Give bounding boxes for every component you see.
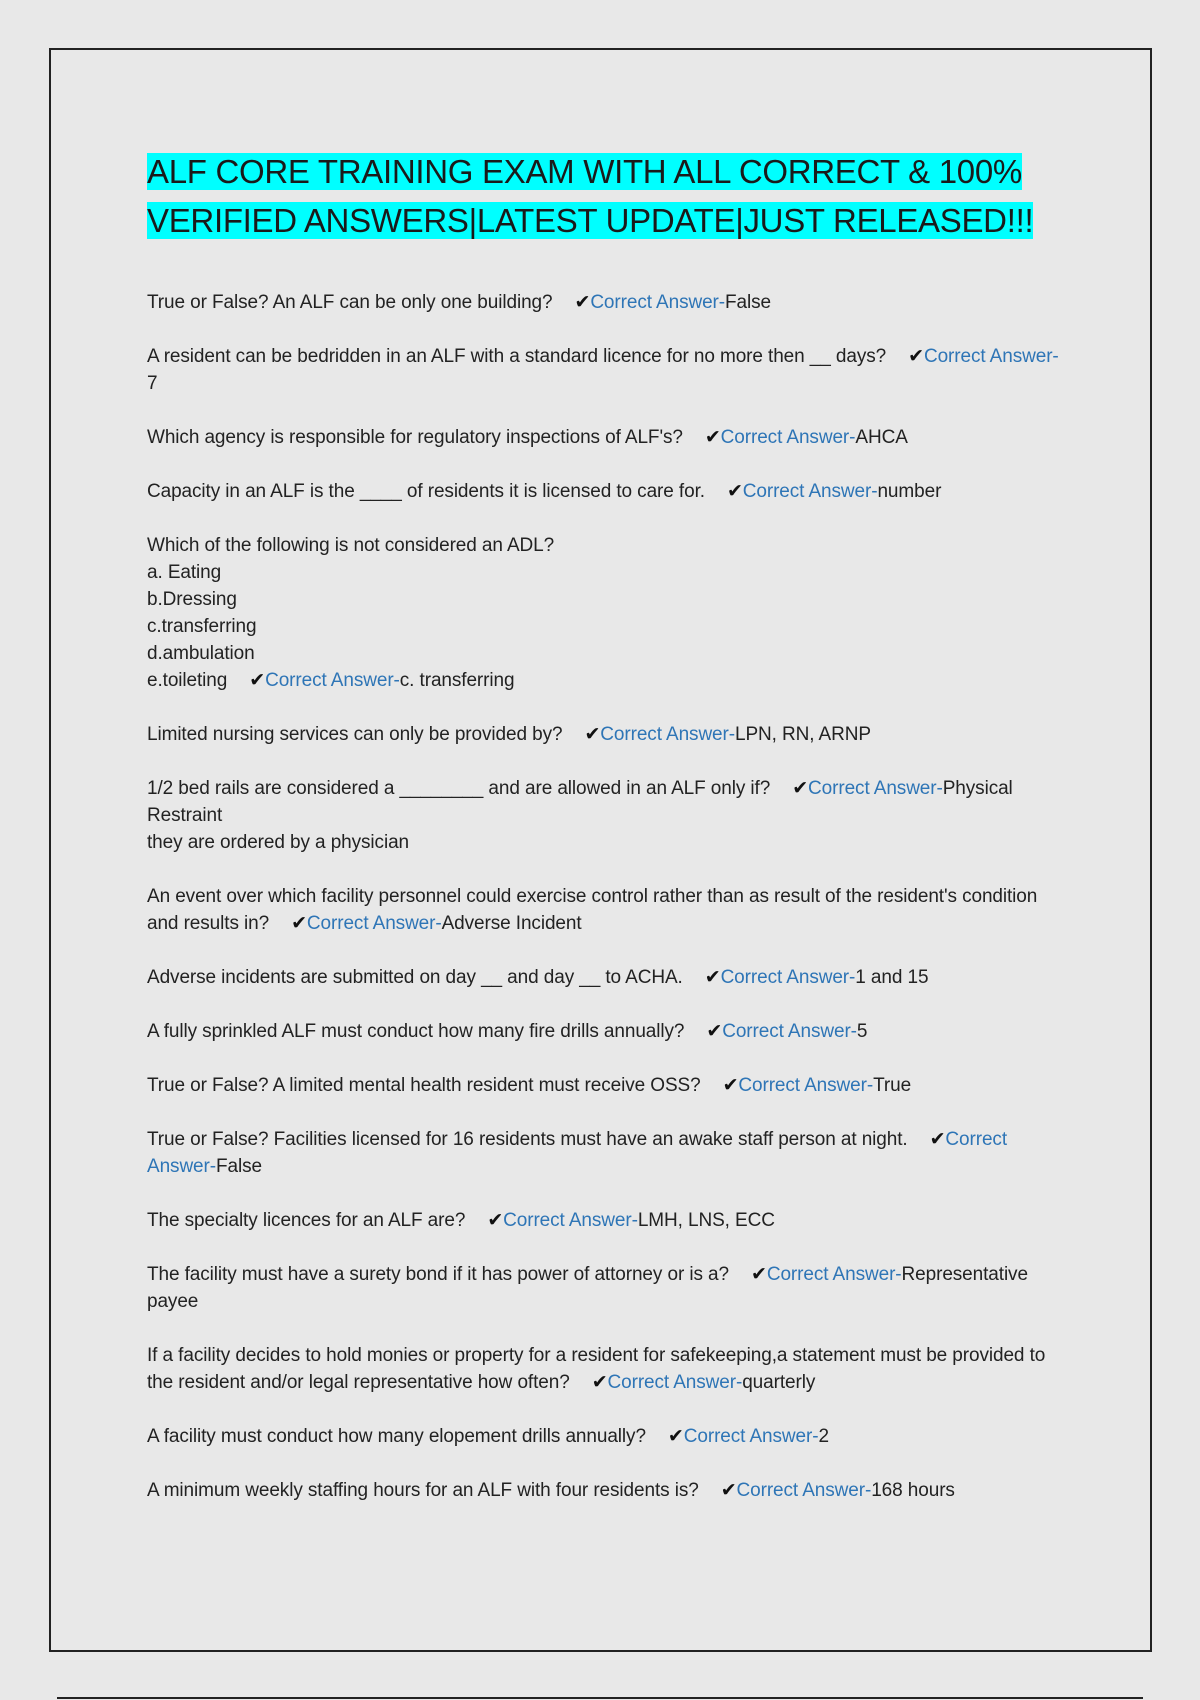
qa-item <box>147 883 1067 937</box>
correct-answer-label: Correct Answer- <box>742 481 878 502</box>
checkmark-icon: ✔ <box>929 1129 946 1150</box>
answer-text: c. transferring <box>399 670 515 691</box>
question-text: A facility must conduct how many elopement drills annually? <box>147 1426 646 1447</box>
answer-text: False <box>725 292 771 313</box>
qa-item <box>147 1423 1067 1450</box>
checkmark-icon: ✔ <box>722 1075 739 1096</box>
page-bottom-divider <box>57 1697 1143 1699</box>
correct-answer-label: Correct Answer- <box>736 1480 872 1501</box>
qa-item <box>147 1261 1067 1315</box>
answer-text: 1 and 15 <box>855 967 929 988</box>
checkmark-icon: ✔ <box>751 1264 767 1285</box>
question-text: Which agency is responsible for regulatory inspections of ALF's? <box>147 427 683 448</box>
qa-item <box>147 343 1067 397</box>
checkmark-icon: ✔ <box>704 967 721 988</box>
correct-answer-label: Correct Answer- <box>766 1264 902 1285</box>
qa-item <box>147 1126 1067 1180</box>
correct-answer-label: Correct Answer- <box>720 967 856 988</box>
qa-item <box>147 721 1067 748</box>
question-text: True or False? Facilities licensed for 16 residents must have an awake staff person at night. <box>147 1129 908 1150</box>
checkmark-icon: ✔ <box>249 670 266 691</box>
answer-text: Adverse Incident <box>441 913 582 934</box>
checkmark-icon: ✔ <box>487 1210 504 1231</box>
qa-item <box>147 1018 1067 1045</box>
qa-item <box>147 1477 1067 1504</box>
answer-text: True <box>873 1075 912 1096</box>
correct-answer-label: Correct Answer- <box>683 1426 819 1447</box>
answer-text: AHCA <box>855 427 908 448</box>
title-block <box>147 147 1052 245</box>
document-title: ALF CORE TRAINING EXAM WITH ALL CORRECT & 100% VERIFIED ANSWERS|LATEST UPDATE|JUST RELEASED!!! <box>147 153 1034 239</box>
answer-text: 7 <box>147 373 158 394</box>
answer-text: 5 <box>856 1021 868 1042</box>
checkmark-icon: ✔ <box>792 778 809 799</box>
checkmark-icon: ✔ <box>667 1426 684 1447</box>
correct-answer-label: Correct Answer- <box>590 292 726 313</box>
checkmark-icon: ✔ <box>591 1372 608 1393</box>
question-text: Adverse incidents are submitted on day __ and day __ to ACHA. <box>147 967 683 988</box>
answer-text: 2 <box>818 1426 829 1447</box>
question-text: True or False? A limited mental health resident must receive OSS? <box>147 1075 701 1096</box>
question-text: If a facility decides to hold monies or property for a resident for safekeeping,a statement must be provided to the resident and/or legal representative how often? <box>147 1345 1046 1393</box>
correct-answer-label: Correct Answer- <box>147 1129 1008 1177</box>
qa-item <box>147 532 1067 694</box>
answer-text: quarterly <box>742 1372 816 1393</box>
question-text: Capacity in an ALF is the ____ of residents it is licensed to care for. <box>147 481 705 502</box>
qa-item <box>147 478 1067 505</box>
qa-item <box>147 775 1067 856</box>
answer-text: LMH, LNS, ECC <box>637 1210 775 1231</box>
checkmark-icon: ✔ <box>291 913 307 934</box>
answer-text: 168 hours <box>871 1480 955 1501</box>
qa-list <box>147 289 1097 1504</box>
correct-answer-label: Correct Answer- <box>923 346 1059 367</box>
correct-answer-label: Correct Answer- <box>503 1210 638 1231</box>
qa-item <box>147 424 1067 451</box>
qa-item <box>147 964 1067 991</box>
checkmark-icon: ✔ <box>574 292 591 313</box>
checkmark-icon: ✔ <box>720 1480 737 1501</box>
correct-answer-label: Correct Answer- <box>600 724 735 745</box>
checkmark-icon: ✔ <box>908 346 924 367</box>
answer-text: LPN, RN, ARNP <box>734 724 871 745</box>
question-text: A minimum weekly staffing hours for an ALF with four residents is? <box>147 1480 699 1501</box>
correct-answer-label: Correct Answer- <box>722 1021 857 1042</box>
checkmark-icon: ✔ <box>706 1021 723 1042</box>
document-content <box>147 147 1097 1531</box>
checkmark-icon: ✔ <box>726 481 743 502</box>
question-text: A resident can be bedridden in an ALF with a standard licence for no more then __ days? <box>147 346 887 367</box>
qa-item <box>147 1207 1067 1234</box>
question-text: A fully sprinkled ALF must conduct how many fire drills annually? <box>147 1021 685 1042</box>
checkmark-icon: ✔ <box>584 724 601 745</box>
document-page <box>49 48 1152 1652</box>
correct-answer-label: Correct Answer- <box>808 778 943 799</box>
question-text: 1/2 bed rails are considered a ________ and are allowed in an ALF only if? <box>147 778 771 799</box>
question-text: The specialty licences for an ALF are? <box>147 1210 466 1231</box>
correct-answer-label: Correct Answer- <box>720 427 856 448</box>
checkmark-icon: ✔ <box>704 427 721 448</box>
correct-answer-label: Correct Answer- <box>738 1075 874 1096</box>
correct-answer-label: Correct Answer- <box>306 913 442 934</box>
qa-item <box>147 1342 1067 1396</box>
question-text: An event over which facility personnel could exercise control rather than as result of the resident's condition and results in? <box>147 886 1038 934</box>
question-text: Which of the following is not considered an ADL? a. Eating b.Dressing c.transferring d.ambulation e.toileting <box>147 535 555 691</box>
answer-text: number <box>877 481 942 502</box>
answer-text: Representative payee <box>147 1264 1028 1312</box>
answer-text: Physical Restraint they are ordered by a physician <box>147 778 1013 853</box>
qa-item <box>147 289 1067 316</box>
question-text: True or False? An ALF can be only one building? <box>147 292 553 313</box>
qa-item <box>147 1072 1067 1099</box>
correct-answer-label: Correct Answer- <box>265 670 400 691</box>
correct-answer-label: Correct Answer- <box>607 1372 743 1393</box>
answer-text: False <box>215 1156 262 1177</box>
question-text: The facility must have a surety bond if it has power of attorney or is a? <box>147 1264 729 1285</box>
question-text: Limited nursing services can only be provided by? <box>147 724 563 745</box>
